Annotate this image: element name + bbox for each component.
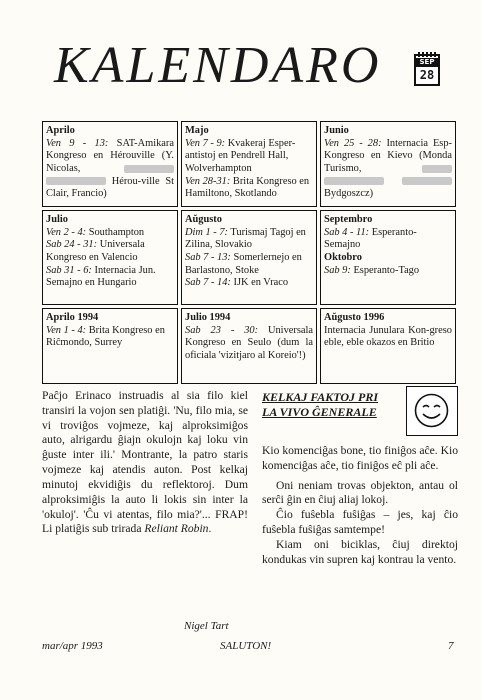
- smiley-icon: [406, 386, 458, 436]
- cell-month: Aprilo 1994: [46, 312, 99, 323]
- facts-heading-line1: KELKAJ FAKTOJ PRI: [262, 390, 379, 404]
- cell-date: Ven 7 - 9:: [185, 137, 226, 149]
- cell-junio: [320, 121, 456, 207]
- cell-majo: [181, 121, 317, 207]
- footer-date: mar/apr 1993: [42, 640, 103, 652]
- facts-heading: [262, 390, 412, 420]
- cell-septembro: [320, 210, 456, 305]
- hedgehog-story: [42, 389, 248, 537]
- cell-text: Kvakeraj Esper-antistoj en Pendrell Hall, Wolverhampton: [185, 137, 296, 175]
- facts-body: [262, 444, 458, 568]
- cell-text: Southampton: [86, 226, 145, 238]
- fact-paragraph: Kiam oni biciklas, ĉiuj direktoj kondukas vin supren kaj kontrau la vento.: [262, 537, 458, 566]
- footer-page-number: 7: [448, 640, 454, 652]
- cell-date: Ven 1 - 4:: [46, 324, 87, 336]
- calendar-icon-day: 28: [419, 68, 435, 82]
- redacted-block: [402, 177, 452, 185]
- story-car-name: Reliant Robin: [144, 522, 209, 536]
- redacted-block: [422, 165, 452, 173]
- story-author: Nigel Tart: [184, 620, 229, 632]
- cell-month: Julio: [46, 214, 68, 225]
- cell-date: Sab 4 - 11:: [324, 226, 370, 238]
- fact-paragraph: Oni neniam trovas objekton, antau ol serĉi ĝin en ĉiuj aliaj lokoj.: [262, 478, 458, 507]
- cell-augusto-1996: [320, 308, 456, 384]
- cell-date: Sab 9:: [324, 264, 351, 276]
- footer-magazine: SALUTON!: [220, 640, 272, 652]
- cell-text: Internacia Esp-Kongreso en Kievo (Monda Turismo,: [324, 137, 452, 175]
- cell-date: Ven 28-31:: [185, 175, 231, 187]
- cell-text: Hérou-ville St Clair, Francio): [46, 175, 174, 200]
- cell-julio: [42, 210, 178, 305]
- cell-date: Sab 7 - 14:: [185, 277, 231, 289]
- story-text: Paĉjo Erinaco instruadis al sia filo kiel transiri la vojon sen platiĝi. 'Nu, filo mia, se vi troviĝos vojmeze, kaj alproksimiĝos auto, alrigardu ĝiajn okulojn kaj loku vin ĝuste inter ili.' Montrante, la patro staris vojmeze kaj atendis auton. Post kelkaj minutoj ekvidiĝis du reflektoroj. Dum alproksimiĝis la auto li lokis sin inter la 'okuloj'. 'Ĉu vi atentas, filo mia?'... FRAP! Li platiĝis sub trirada: [42, 389, 248, 536]
- redacted-block: [324, 177, 384, 185]
- cell-month: Septembro: [324, 214, 373, 225]
- redacted-block: [124, 165, 174, 173]
- cell-text: IJK en Vraco: [230, 277, 289, 289]
- cell-text: Universala Kongreso en Valencio: [46, 239, 145, 264]
- calendar-icon-month: SEP: [416, 58, 438, 67]
- cell-augusto: [181, 210, 317, 305]
- cell-aprilo: [42, 121, 178, 207]
- cell-text: Internacia Junulara Kon-greso eble, eble okazos en Britio: [324, 324, 452, 349]
- cell-month: Julio 1994: [185, 312, 231, 323]
- cell-julio-1994: [181, 308, 317, 384]
- cell-date: Sab 31 - 6:: [46, 264, 92, 276]
- cell-month: Junio: [324, 125, 349, 136]
- cell-date: Ven 2 - 4:: [46, 226, 87, 238]
- cell-date: Dim 1 - 7:: [185, 226, 228, 238]
- cell-text: Brita Kongreso en Riĉmondo, Surrey: [46, 324, 165, 349]
- cell-aprilo-1994: [42, 308, 178, 384]
- story-text-end: .: [208, 522, 212, 536]
- cell-month: Aprilo: [46, 125, 75, 136]
- calendar-grid: [42, 121, 456, 384]
- cell-month: Aŭgusto: [185, 214, 222, 225]
- cell-text: SAT-Amikara Kongreso en Hérouville (Y. Nicolas,: [46, 137, 174, 175]
- cell-date: Ven 9 - 13:: [46, 137, 109, 149]
- calendar-icon: [414, 54, 440, 86]
- cell-text: Turismaj Tagoj en Zilina, Slovakio: [185, 226, 306, 251]
- cell-text: Bydgoszcz): [324, 188, 374, 200]
- cell-text: Internacia Jun. Semajno en Hungario: [46, 264, 156, 289]
- cell-month: Majo: [185, 125, 209, 136]
- cell-date: Sab 23 - 30:: [185, 324, 259, 336]
- cell-month: Aŭgusto 1996: [324, 312, 385, 323]
- page-title: KALENDARO: [54, 37, 382, 94]
- fact-paragraph: Ĉio fuŝebla fuŝiĝas – jes, kaj ĉio fuŝebla fuŝiĝas samtempe!: [262, 508, 458, 537]
- cell-date: Sab 7 - 13:: [185, 252, 231, 264]
- cell-text: Universala Kongreso en Seulo (dum la oficiala 'vizitjaro al Koreio'!): [185, 324, 313, 362]
- fact-paragraph: Kio komenciĝas bone, tio finiĝos aĉe. Kio komenciĝas aĉe, tio finiĝos eĉ pli aĉe.: [262, 444, 458, 472]
- cell-text: Somerlernejo en Barlastono, Stoke: [185, 252, 302, 276]
- redacted-block: [46, 177, 106, 185]
- cell-text: Esperanto-Semajno: [324, 226, 417, 251]
- facts-heading-line2: LA VIVO ĜENERALE: [262, 405, 377, 419]
- cell-date: Ven 25 - 28:: [324, 137, 382, 149]
- cell-text: Esperanto-Tago: [350, 264, 420, 276]
- cell-text: Brita Kongreso en Hamiltono, Skotlando: [185, 175, 310, 200]
- cell-date: Sab 24 - 31:: [46, 239, 98, 251]
- cell-month: Oktobro: [324, 252, 362, 264]
